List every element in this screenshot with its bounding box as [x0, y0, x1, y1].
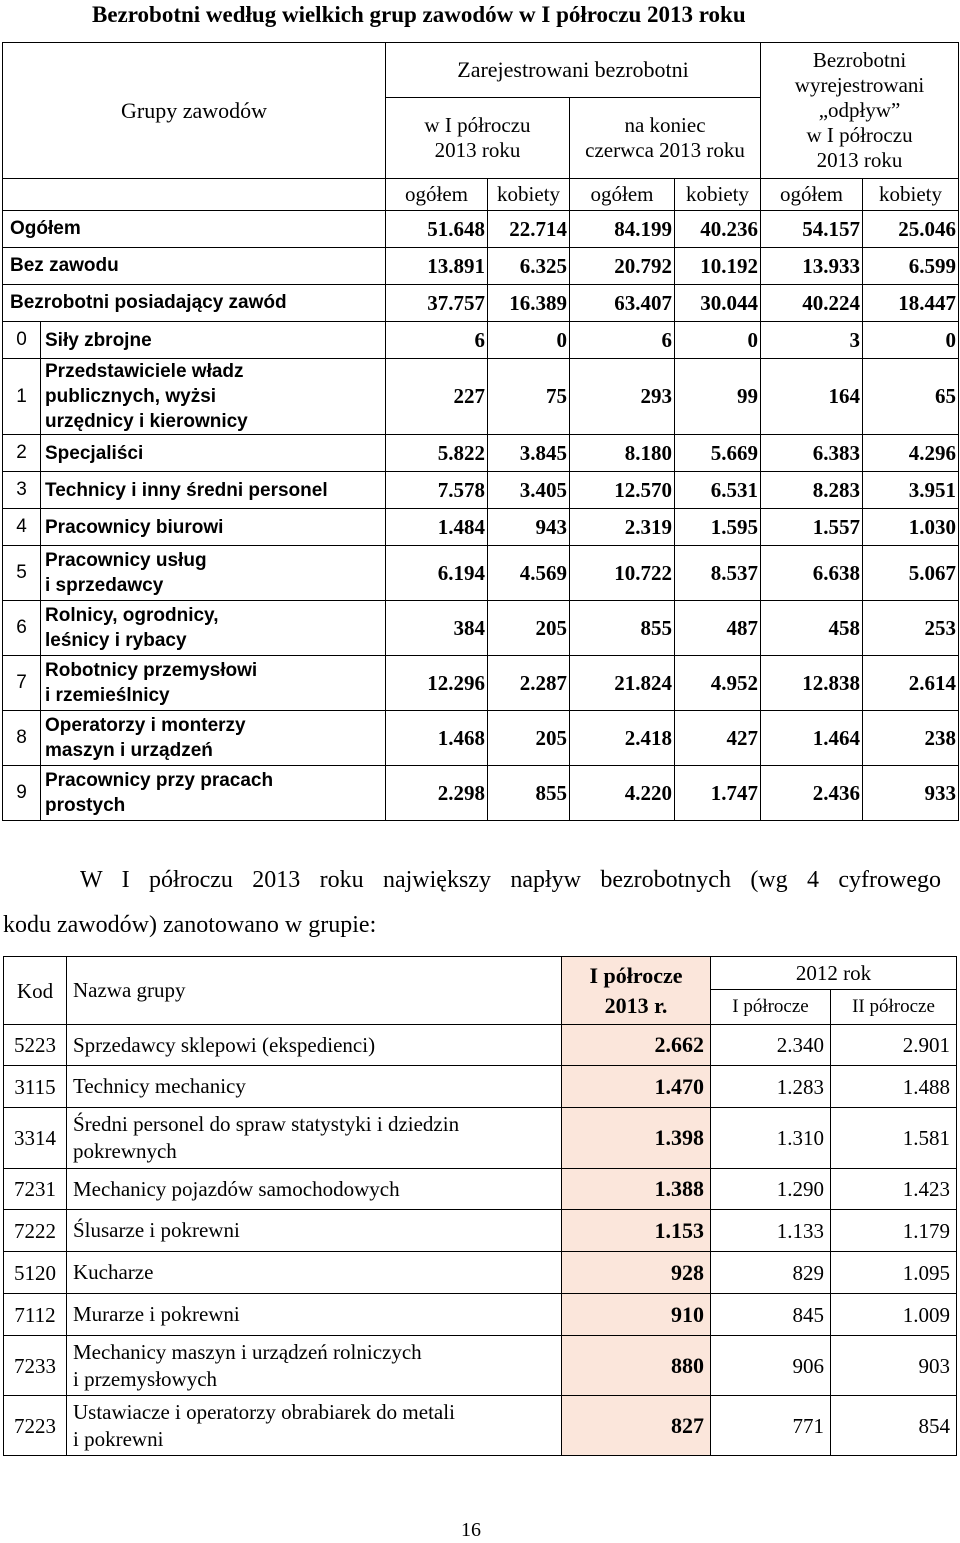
group-name-line: Mechanicy pojazdów samochodowych — [73, 1176, 400, 1201]
group-name — [67, 1025, 562, 1066]
subheader-women: kobiety — [863, 179, 959, 211]
group-row — [3, 472, 959, 509]
group-index: 2 — [3, 435, 41, 472]
h1-2012-value: 2.340 — [711, 1025, 831, 1066]
h1-2012-value: 1.133 — [711, 1210, 831, 1252]
value-cell: 8.283 — [761, 472, 863, 509]
group-row — [3, 546, 959, 601]
value-cell: 1.595 — [675, 509, 761, 546]
table-row — [4, 1108, 957, 1169]
value-cell: 458 — [761, 601, 863, 656]
value-cell: 8.180 — [570, 435, 675, 472]
value-cell: 7.578 — [386, 472, 488, 509]
h2-2012-value: 1.179 — [831, 1210, 957, 1252]
value-cell: 30.044 — [675, 285, 761, 322]
group-name-line: Specjaliści — [45, 442, 144, 464]
group-code: 5223 — [4, 1025, 67, 1066]
blank-subheader — [3, 179, 386, 211]
group-row — [3, 656, 959, 711]
value-cell: 40.224 — [761, 285, 863, 322]
value-cell: 6 — [386, 322, 488, 359]
value-cell: 164 — [761, 359, 863, 435]
value-cell: 18.447 — [863, 285, 959, 322]
group-name — [41, 359, 386, 435]
value-cell: 205 — [488, 601, 570, 656]
group-name — [41, 322, 386, 359]
group-name — [41, 601, 386, 656]
group-code: 7231 — [4, 1169, 67, 1210]
h1-2013-value: 827 — [562, 1396, 711, 1456]
top-inflow-table — [3, 956, 957, 1456]
summary-row — [3, 211, 959, 248]
group-index: 0 — [3, 322, 41, 359]
value-cell: 4.296 — [863, 435, 959, 472]
group-name — [67, 1336, 562, 1396]
subheader-row — [3, 179, 959, 211]
value-cell: 25.046 — [863, 211, 959, 248]
table-row — [4, 1210, 957, 1252]
group-name — [67, 1294, 562, 1336]
value-cell: 16.389 — [488, 285, 570, 322]
value-cell: 6.383 — [761, 435, 863, 472]
group-index: 8 — [3, 711, 41, 766]
h2-2012-header: II półrocze — [831, 990, 957, 1025]
h2-2012-value: 1.009 — [831, 1294, 957, 1336]
h2-2012-value: 1.581 — [831, 1108, 957, 1169]
value-cell: 63.407 — [570, 285, 675, 322]
group-name-line: publicznych, wyżsi — [45, 386, 217, 407]
value-cell: 3.951 — [863, 472, 959, 509]
summary-label: Bezrobotni posiadający zawód — [3, 285, 386, 322]
table-row — [4, 1396, 957, 1456]
h1-2013-value: 910 — [562, 1294, 711, 1336]
group-row — [3, 601, 959, 656]
group-code: 5120 — [4, 1252, 67, 1294]
paragraph-line-1: W I półroczu 2013 roku największy napływ bezrobotnych (wg 4 cyfrowego — [80, 867, 941, 893]
value-cell: 12.296 — [386, 656, 488, 711]
table-row — [4, 1252, 957, 1294]
value-cell: 933 — [863, 766, 959, 821]
year-2012-header: 2012 rok — [711, 957, 957, 990]
group-row — [3, 435, 959, 472]
value-cell: 943 — [488, 509, 570, 546]
group-name-line: Pracownicy biurowi — [45, 516, 224, 538]
group-name-line: Technicy i inny średni personel — [45, 479, 328, 501]
value-cell: 0 — [863, 322, 959, 359]
value-cell: 384 — [386, 601, 488, 656]
h1-2012-value: 1.290 — [711, 1169, 831, 1210]
group-code: 7112 — [4, 1294, 67, 1336]
value-cell: 54.157 — [761, 211, 863, 248]
name-header: Nazwa grupy — [67, 957, 562, 1025]
value-cell: 99 — [675, 359, 761, 435]
value-cell: 65 — [863, 359, 959, 435]
group-name-line: leśnicy i rybacy — [45, 630, 187, 651]
value-cell: 2.298 — [386, 766, 488, 821]
group-code: 7233 — [4, 1336, 67, 1396]
group-name-line: Przedstawiciele władz — [45, 361, 244, 382]
group-code: 7223 — [4, 1396, 67, 1456]
summary-row — [3, 248, 959, 285]
h1-2013-value: 880 — [562, 1336, 711, 1396]
h1-2012-value: 1.310 — [711, 1108, 831, 1169]
value-cell: 2.287 — [488, 656, 570, 711]
subheader-total: ogółem — [570, 179, 675, 211]
group-name-line: Ślusarze i pokrewni — [73, 1218, 240, 1242]
group-name-line: Kucharze — [73, 1260, 154, 1284]
value-cell: 6 — [570, 322, 675, 359]
groups-header: Grupy zawodów — [3, 43, 386, 179]
value-cell: 4.569 — [488, 546, 570, 601]
value-cell: 84.199 — [570, 211, 675, 248]
table-row — [4, 1294, 957, 1336]
group-name-line: urzędnicy i kierownicy — [45, 411, 248, 432]
value-cell: 4.220 — [570, 766, 675, 821]
value-cell: 6.531 — [675, 472, 761, 509]
h1-2013-value: 1.388 — [562, 1169, 711, 1210]
group-row — [3, 711, 959, 766]
group-code: 3115 — [4, 1066, 67, 1108]
summary-label: Bez zawodu — [3, 248, 386, 285]
value-cell: 6.599 — [863, 248, 959, 285]
h1-2012-header: I półrocze — [711, 990, 831, 1025]
page-number: 16 — [461, 1519, 481, 1541]
summary-label: Ogółem — [3, 211, 386, 248]
h1-2012-value: 771 — [711, 1396, 831, 1456]
value-cell: 37.757 — [386, 285, 488, 322]
h2-2012-value: 903 — [831, 1336, 957, 1396]
group-index: 7 — [3, 656, 41, 711]
group-index: 9 — [3, 766, 41, 821]
group-name-line: Murarze i pokrewni — [73, 1302, 240, 1326]
value-cell: 6.638 — [761, 546, 863, 601]
group-name-line: Mechanicy maszyn i urządzeń rolniczych — [73, 1339, 422, 1364]
table-row — [4, 1169, 957, 1210]
subheader-women: kobiety — [675, 179, 761, 211]
group-row — [3, 509, 959, 546]
value-cell: 12.838 — [761, 656, 863, 711]
h2-2012-value: 1.423 — [831, 1169, 957, 1210]
h1-2013-header: w I półroczu 2013 roku — [386, 98, 570, 179]
group-name — [41, 656, 386, 711]
group-name — [41, 509, 386, 546]
h1-2012-value: 1.283 — [711, 1066, 831, 1108]
subheader-women: kobiety — [488, 179, 570, 211]
code-header: Kod — [4, 957, 67, 1025]
group-name — [67, 1396, 562, 1456]
group-name — [67, 1210, 562, 1252]
value-cell: 238 — [863, 711, 959, 766]
value-cell: 5.669 — [675, 435, 761, 472]
value-cell: 855 — [488, 766, 570, 821]
group-name-line: prostych — [45, 795, 126, 816]
group-name — [67, 1108, 562, 1169]
value-cell: 855 — [570, 601, 675, 656]
group-name — [41, 435, 386, 472]
group-name-line: Operatorzy i monterzy — [45, 715, 246, 736]
value-cell: 1.468 — [386, 711, 488, 766]
group-name-line: i rzemieślnicy — [45, 685, 170, 706]
intro-paragraph — [3, 858, 941, 948]
value-cell: 20.792 — [570, 248, 675, 285]
value-cell: 12.570 — [570, 472, 675, 509]
subheader-total: ogółem — [386, 179, 488, 211]
group-name — [67, 1169, 562, 1210]
group-code: 7222 — [4, 1210, 67, 1252]
h1-2012-value: 906 — [711, 1336, 831, 1396]
h2-2012-value: 1.095 — [831, 1252, 957, 1294]
value-cell: 21.824 — [570, 656, 675, 711]
paragraph-line-2: kodu zawodów) zanotowano w grupie: — [3, 912, 377, 938]
group-index: 3 — [3, 472, 41, 509]
group-index: 4 — [3, 509, 41, 546]
group-name-line: Robotnicy przemysłowi — [45, 660, 258, 681]
value-cell: 4.952 — [675, 656, 761, 711]
group-name — [41, 546, 386, 601]
value-cell: 2.436 — [761, 766, 863, 821]
value-cell: 8.537 — [675, 546, 761, 601]
h1-2013-header: I półrocze 2013 r. — [562, 957, 711, 1025]
group-name-line: Średni personel do spraw statystyki i dziedzin — [73, 1112, 460, 1136]
value-cell: 6.194 — [386, 546, 488, 601]
value-cell: 6.325 — [488, 248, 570, 285]
h1-2012-value: 829 — [711, 1252, 831, 1294]
h2-2012-value: 854 — [831, 1396, 957, 1456]
group-name — [67, 1252, 562, 1294]
h2-2012-value: 2.901 — [831, 1025, 957, 1066]
group-name — [41, 766, 386, 821]
h2-2012-value: 1.488 — [831, 1066, 957, 1108]
value-cell: 5.067 — [863, 546, 959, 601]
value-cell: 1.484 — [386, 509, 488, 546]
value-cell: 1.747 — [675, 766, 761, 821]
group-row — [3, 322, 959, 359]
group-name-line: Sprzedawcy sklepowi (ekspedienci) — [73, 1032, 376, 1057]
value-cell: 2.614 — [863, 656, 959, 711]
group-code: 3314 — [4, 1108, 67, 1169]
value-cell: 5.822 — [386, 435, 488, 472]
group-name-line: i pokrewni — [73, 1426, 164, 1451]
group-name — [41, 472, 386, 509]
group-name — [41, 711, 386, 766]
value-cell: 2.319 — [570, 509, 675, 546]
value-cell: 1.557 — [761, 509, 863, 546]
value-cell: 3.845 — [488, 435, 570, 472]
h1-2012-value: 845 — [711, 1294, 831, 1336]
value-cell: 13.933 — [761, 248, 863, 285]
group-name-line: Pracownicy usług — [45, 550, 207, 571]
table-row — [4, 1336, 957, 1396]
group-index: 1 — [3, 359, 41, 435]
group-name — [67, 1066, 562, 1108]
h1-2013-value: 928 — [562, 1252, 711, 1294]
occupation-groups-table — [2, 42, 959, 821]
group-name-line: Rolnicy, ogrodnicy, — [45, 605, 219, 626]
h1-2013-value: 2.662 — [562, 1025, 711, 1066]
value-cell: 3 — [761, 322, 863, 359]
group-name-line: i przemysłowych — [73, 1366, 218, 1391]
page-title: Bezrobotni według wielkich grup zawodów w I półroczu 2013 roku — [92, 2, 746, 27]
value-cell: 0 — [488, 322, 570, 359]
group-name-line: Pracownicy przy pracach — [45, 770, 274, 791]
value-cell: 10.192 — [675, 248, 761, 285]
value-cell: 227 — [386, 359, 488, 435]
value-cell: 487 — [675, 601, 761, 656]
value-cell: 1.030 — [863, 509, 959, 546]
value-cell: 253 — [863, 601, 959, 656]
h1-2013-value: 1.398 — [562, 1108, 711, 1169]
h1-2013-value: 1.470 — [562, 1066, 711, 1108]
value-cell: 3.405 — [488, 472, 570, 509]
summary-row — [3, 285, 959, 322]
group-index: 6 — [3, 601, 41, 656]
value-cell: 22.714 — [488, 211, 570, 248]
value-cell: 427 — [675, 711, 761, 766]
registered-header: Zarejestrowani bezrobotni — [386, 43, 761, 98]
group-name-line: maszyn i urządzeń — [45, 740, 213, 761]
group-name-line: Technicy mechanicy — [73, 1074, 246, 1098]
value-cell: 51.648 — [386, 211, 488, 248]
value-cell: 10.722 — [570, 546, 675, 601]
value-cell: 2.418 — [570, 711, 675, 766]
group-name-line: Ustawiacze i operatorzy obrabiarek do metali — [73, 1399, 455, 1424]
table-row — [4, 1066, 957, 1108]
group-index: 5 — [3, 546, 41, 601]
value-cell: 40.236 — [675, 211, 761, 248]
h1-2013-value: 1.153 — [562, 1210, 711, 1252]
group-row — [3, 359, 959, 435]
group-row — [3, 766, 959, 821]
table-row — [4, 1025, 957, 1066]
value-cell: 205 — [488, 711, 570, 766]
value-cell: 0 — [675, 322, 761, 359]
value-cell: 75 — [488, 359, 570, 435]
value-cell: 13.891 — [386, 248, 488, 285]
end-june-header: na koniec czerwca 2013 roku — [570, 98, 761, 179]
group-name-line: pokrewnych — [73, 1139, 177, 1163]
value-cell: 293 — [570, 359, 675, 435]
group-name-line: i sprzedawcy — [45, 575, 164, 596]
value-cell: 1.464 — [761, 711, 863, 766]
deregistered-header: Bezrobotni wyrejestrowani „odpływ” w I półroczu 2013 roku — [761, 43, 959, 179]
subheader-total: ogółem — [761, 179, 863, 211]
group-name-line: Siły zbrojne — [45, 329, 152, 351]
